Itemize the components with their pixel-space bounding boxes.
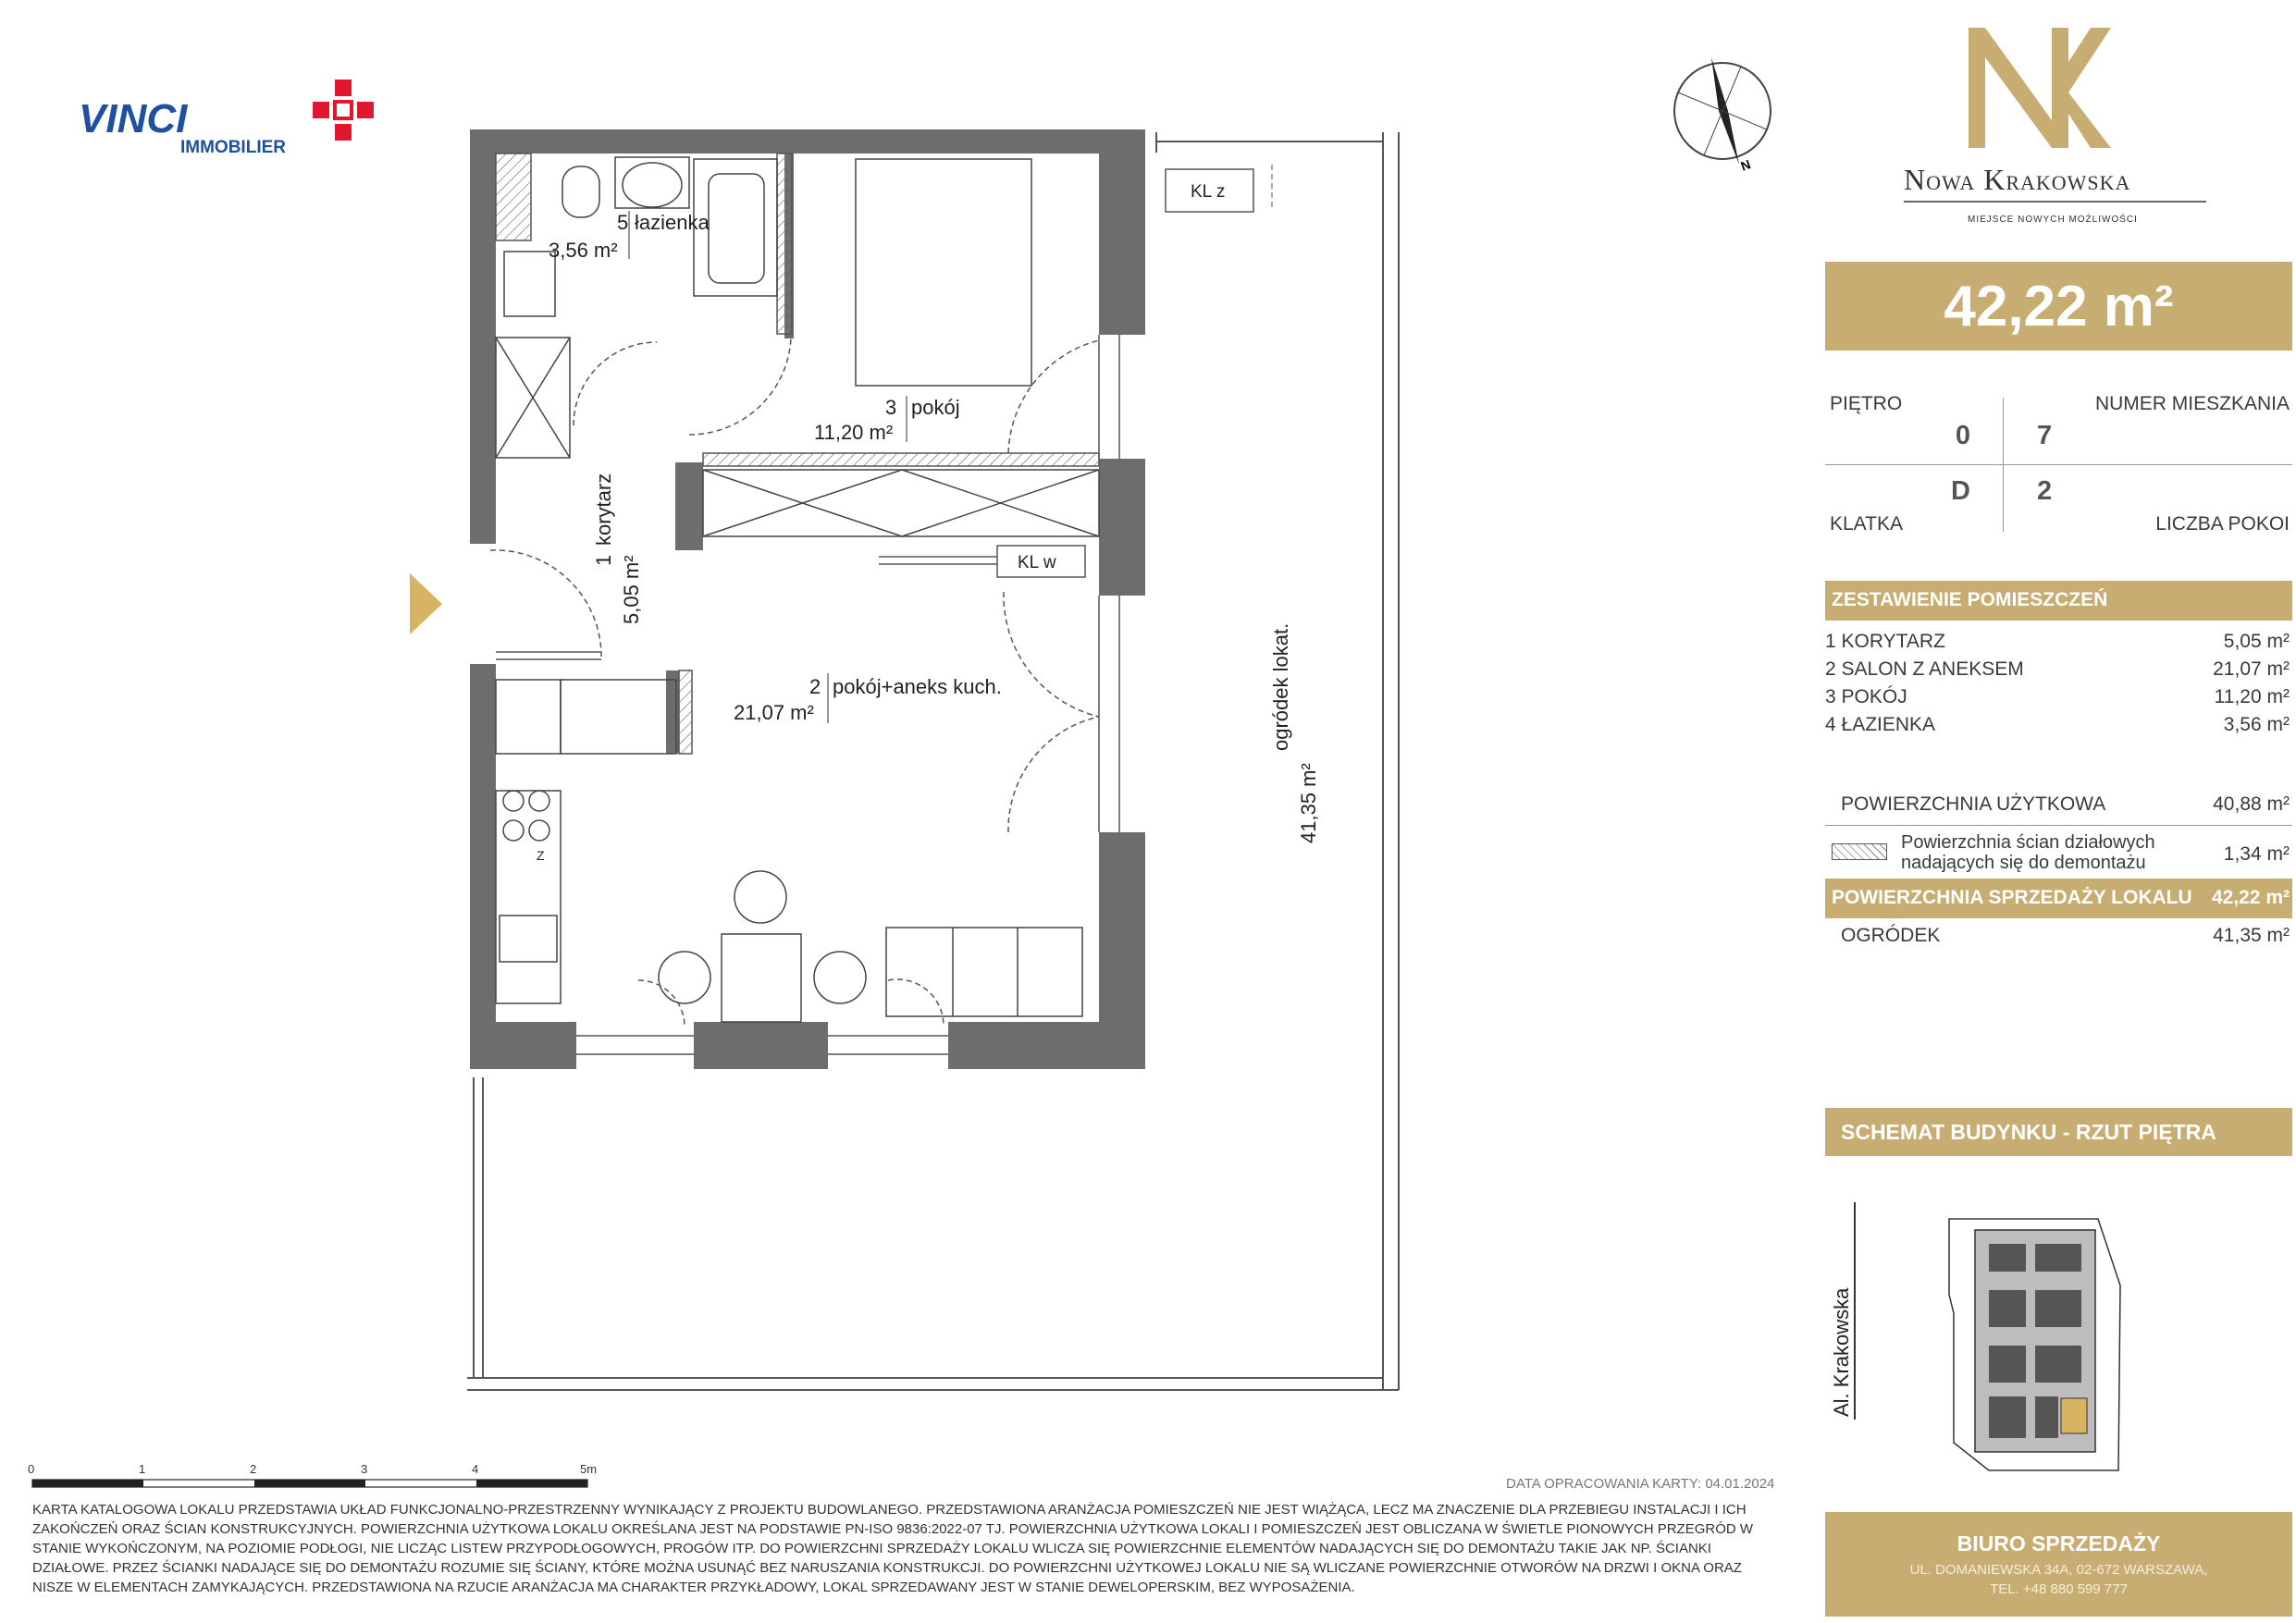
disclaimer-line: STANIE WYKOŃCZONYM, NA POZIOMIE PODŁOGI, NIE LICZĄC LISTEW PRZYPODŁOGOWYCH, PROGÓW ITP. DO POWIERZCHNI SPRZEDAŻY LOKALU WLICZA SIĘ POWIERZCHNIE ELEMENTÓW NADAJĄCYCH SIĘ DO DEMONTAŻU TAKIE JAK NP. ŚCIANKI: [32, 1541, 1711, 1556]
disclaimer-line: ZAKOŃCZEŃ ORAZ ŚCIAN KONSTRUKCYJNYCH. POWIERZCHNIA UŻYTKOWA LOKALU OKREŚLANA JEST NA PODSTAWIE PN-ISO 9836:2022-07 TJ. POWIERZCHNIA UŻYTKOWA LOKALI I POMIESZCZEŃ JEST OBLICZANA W ŚWIETLE PIONOWYCH PRZEGRÓD W: [32, 1521, 1754, 1537]
living-num: 2: [809, 675, 821, 698]
room-row-area: 21,07 m²: [2213, 658, 2290, 680]
compass-icon: [1674, 57, 1771, 174]
walls-label-1: Powierzchnia ścian działowych: [1901, 832, 2155, 853]
disclaimer-line: KARTA KATALOGOWA LOKALU PRZEDSTAWIA UKŁAD FUNKCJONALNO-PRZESTRZENNY WYNIKAJĄCY Z PROJEKTU BUDOWLANEGO. PRZEDSTAWIONA ARANŻACJA POMIESZCZEŃ NIE JEST WIĄŻĄCA, LECZ MA ZNACZENIE DLA PRZEBIEGU INSTALACJI I ICH: [32, 1502, 1747, 1518]
bath-area: 3,56 m²: [549, 239, 618, 262]
klz-label: KL z: [1191, 182, 1226, 202]
room-row-area: 5,05 m²: [2223, 631, 2290, 652]
sales-office-title: BIURO SPRZEDAŻY: [1957, 1531, 2161, 1555]
apartment-label: NUMER MIESZKANIA: [2094, 393, 2290, 414]
svg-text:4: 4: [472, 1462, 479, 1476]
info-divider-v: [2003, 398, 2004, 532]
entrance-arrow-icon: [410, 573, 442, 634]
bath-num: 5: [617, 211, 629, 234]
living-area: 21,07 m²: [734, 701, 814, 724]
fridge-label: Z: [537, 848, 545, 863]
corr-num: 1: [592, 554, 615, 566]
svg-text:1: 1: [139, 1462, 146, 1476]
room-row-area: 11,20 m²: [2214, 686, 2290, 707]
garden-value: 41,35 m²: [2213, 925, 2290, 946]
walls-label-2: nadających się do demontażu: [1901, 853, 2146, 873]
window-lines: [496, 335, 1119, 1054]
rooms-label: LICZBA POKOI: [2155, 513, 2290, 535]
scale-ticks: [28, 1462, 597, 1476]
usable-label: POWIERZCHNIA UŻYTKOWA: [1841, 793, 2106, 815]
bath-name: łazienka: [635, 211, 710, 234]
disclaimer-line: NISZE W ELEMENTACH ZAMYKAJĄCYCH. PRZEDSTAWIONA NA RZUCIE ARANŻACJA MA CHARAKTER PRZYKŁADOWY, LOKAL SPRZEDAWANY JEST W STANIE DEWELOPERSKIM, BEZ WYPOSAŻENIA.: [32, 1580, 1355, 1595]
hatch-swatch: [1832, 843, 1887, 860]
date-note: DATA OPRACOWANIA KARTY: 04.01.2024: [1506, 1476, 1775, 1492]
row-divider: [1825, 825, 2292, 826]
living-name: pokój+aneks kuch.: [833, 675, 1002, 698]
walls-value: 1,34 m²: [2223, 843, 2290, 865]
svg-text:5m: 5m: [580, 1462, 598, 1476]
garden-outline: [467, 132, 1399, 1390]
building-schema: [1830, 1202, 2120, 1470]
garden-area: 41,35 m²: [1297, 763, 1320, 843]
schema-header: SCHEMAT BUDYNKU - RZUT PIĘTRA: [1841, 1120, 2216, 1144]
room-labels: [537, 182, 1320, 863]
room-area: 11,20 m²: [814, 421, 894, 444]
info-divider-h: [1825, 464, 2292, 465]
room-name: pokój: [911, 396, 960, 419]
sales-office-phone: TEL. +48 880 599 777: [1990, 1581, 2128, 1597]
usable-value: 40,88 m²: [2213, 793, 2290, 815]
sales-office-address: UL. DOMANIEWSKA 34A, 02-672 WARSZAWA,: [1909, 1562, 2208, 1578]
nk-logo: [1904, 28, 2206, 225]
area-value: 42,22 m²: [1944, 275, 2174, 338]
sale-label: POWIERZCHNIA SPRZEDAŻY LOKALU: [1832, 887, 2192, 908]
room-row-name: 1 KORYTARZ: [1825, 631, 1945, 652]
svg-text:0: 0: [28, 1462, 35, 1476]
klw-label: KL w: [1018, 553, 1056, 572]
rooms-header: ZESTAWIENIE POMIESZCZEŃ: [1832, 589, 2108, 610]
garden-name: ogródek lokat.: [1269, 622, 1292, 751]
room-row-name: 2 SALON Z ANEKSEM: [1825, 658, 2024, 680]
room-row-name: 3 POKÓJ: [1825, 686, 1907, 707]
sale-value: 42,22 m²: [2211, 887, 2290, 908]
svg-text:Nowa Krakowska: Nowa Krakowska: [1904, 163, 2131, 196]
floor-label: PIĘTRO: [1830, 393, 1903, 414]
svg-text:2: 2: [250, 1462, 257, 1476]
disclaimer: [32, 1500, 1818, 1597]
stair-value: D: [1951, 476, 1970, 506]
garden-label: OGRÓDEK: [1841, 925, 1941, 946]
scale-bar: [32, 1480, 587, 1487]
svg-text:VINCI: VINCI: [79, 96, 188, 141]
room-num: 3: [885, 396, 897, 419]
corr-area: 5,05 m²: [620, 555, 643, 624]
room-row-name: 4 ŁAZIENKA: [1825, 714, 1936, 735]
rooms-value: 2: [2037, 476, 2053, 506]
floor-value: 0: [1955, 421, 1970, 450]
fixtures: [496, 157, 1099, 1022]
compass-north: N: [1738, 156, 1753, 174]
svg-text:3: 3: [361, 1462, 368, 1476]
vinci-logo: [79, 80, 374, 157]
room-row-area: 3,56 m²: [2223, 714, 2290, 735]
stair-label: KLATKA: [1830, 513, 1903, 535]
svg-text:Al. Krakowska: Al. Krakowska: [1830, 1287, 1853, 1417]
svg-text:MIEJSCE NOWYCH MOŻLIWOŚCI: MIEJSCE NOWYCH MOŻLIWOŚCI: [1968, 215, 2138, 225]
svg-text:IMMOBILIER: IMMOBILIER: [180, 138, 286, 157]
disclaimer-line: DZIAŁOWE. PRZEZ ŚCIANKI NADAJĄCE SIĘ DO DEMONTAŻU ROZUMIE SIĘ ŚCIANY, KTÓRE MOŻNA USUNĄĆ BEZ NARUSZANIA KONSTRUKCJI. DO POWIERZCHNI UŻYTKOWEJ LOKALU NIE SĄ WLICZANE POWIERZCHNIE OTWORÓW NA DRZWI I OKNA ORAZ: [32, 1560, 1742, 1576]
apartment-value: 7: [2037, 421, 2053, 450]
doors: [490, 338, 1099, 1027]
corr-name: korytarz: [592, 473, 615, 546]
